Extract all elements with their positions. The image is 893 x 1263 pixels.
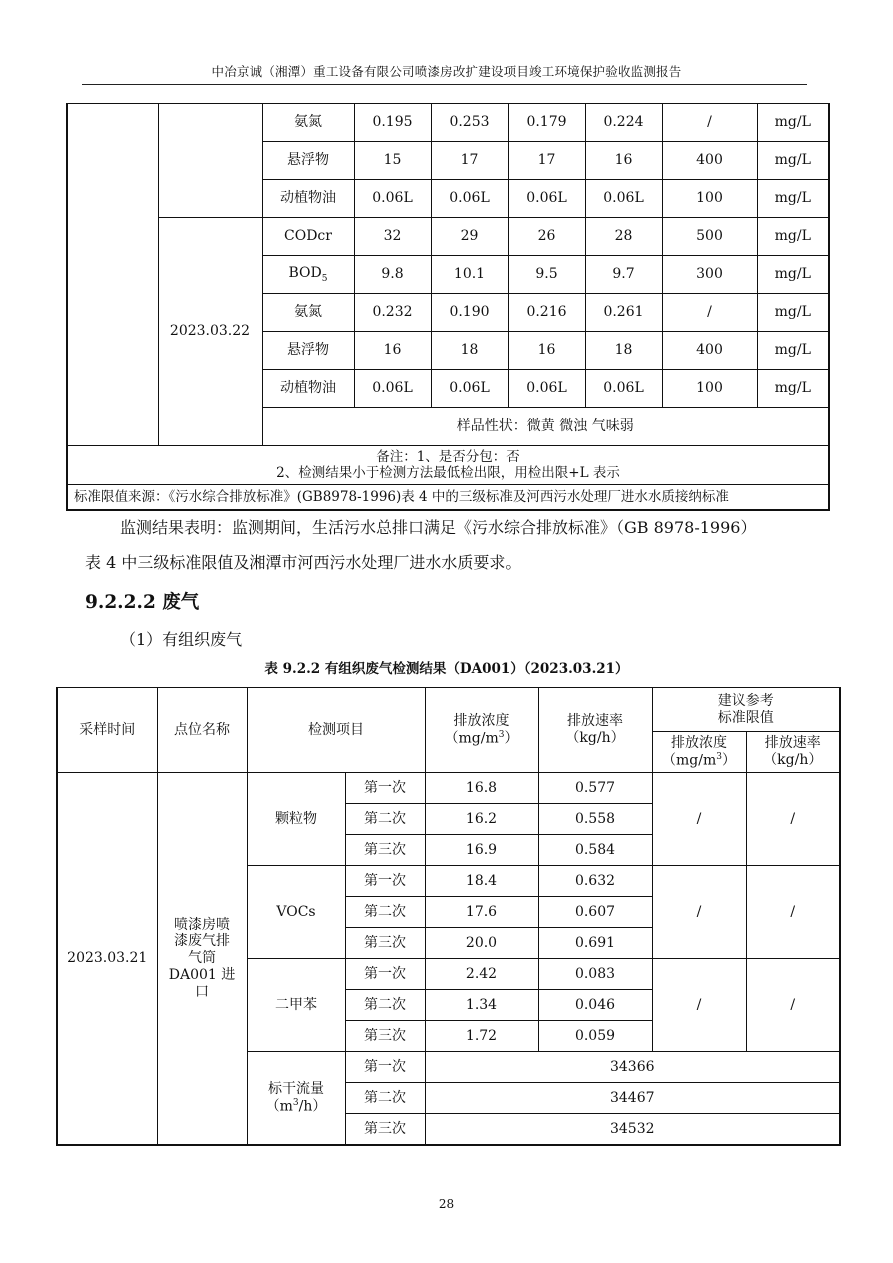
- flow-label-cell: [247, 1052, 345, 1146]
- limit-cell: 400: [662, 332, 757, 370]
- notes-cell: [67, 446, 829, 485]
- col-header-point: 点位名称: [157, 688, 247, 773]
- conc-label: 排放浓度: [453, 712, 510, 729]
- pollutant-cell: 二甲苯: [247, 959, 345, 1052]
- conc-value-cell: 17.6: [425, 897, 538, 928]
- conc-value-cell: 2.42: [425, 959, 538, 990]
- conc-value-cell: 16.2: [425, 804, 538, 835]
- pollutant-cell: VOCs: [247, 866, 345, 959]
- limit-cell: 300: [662, 256, 757, 294]
- value-cell: 0.195: [354, 104, 431, 142]
- unit-cell: mg/L: [757, 332, 829, 370]
- conc-value-cell: 16.8: [425, 773, 538, 804]
- point-name-line: 漆废气排: [174, 933, 230, 950]
- limit-conc-cell: /: [652, 959, 746, 1052]
- pollutant-cell: 颗粒物: [247, 773, 345, 866]
- standard-source-row: [67, 485, 829, 511]
- value-cell: 0.261: [585, 294, 662, 332]
- col-header-ref-rate: [746, 732, 840, 773]
- note-line-1: 备注：1、是否分包：否: [376, 448, 520, 465]
- ref-conc-unit: [653, 752, 746, 769]
- date-cell-continued: [158, 104, 262, 218]
- value-cell: 29: [431, 218, 508, 256]
- table-row: [67, 218, 829, 256]
- limit-conc-cell: /: [652, 773, 746, 866]
- limit-cell: /: [662, 104, 757, 142]
- unit-cell: mg/L: [757, 180, 829, 218]
- unit-text: （mg/m: [662, 752, 717, 769]
- unit-sup: 3: [498, 729, 505, 740]
- sample-order-cell: 第二次: [345, 1083, 425, 1114]
- sample-order-cell: 第三次: [345, 835, 425, 866]
- value-cell: 0.06L: [354, 370, 431, 408]
- flow-unit: [248, 1098, 345, 1115]
- section-title: 9.2.2.2 废气: [85, 592, 200, 613]
- item-cell: 氨氮: [262, 294, 354, 332]
- rate-value-cell: 0.691: [538, 928, 652, 959]
- unit-text: ）: [721, 752, 736, 769]
- conc-value-cell: 18.4: [425, 866, 538, 897]
- unit-cell: mg/L: [757, 104, 829, 142]
- value-cell: 0.06L: [585, 370, 662, 408]
- rate-value-cell: 0.632: [538, 866, 652, 897]
- sample-order-cell: 第二次: [345, 897, 425, 928]
- unit-sup: 3: [292, 1097, 299, 1108]
- value-cell: 28: [585, 218, 662, 256]
- unit-text: ）: [504, 730, 519, 747]
- standard-source: 标准限值来源：《污水综合排放标准》(GB8978-1996)表 4 中的三级标准及河西污水处理厂进水水质接纳标准: [67, 485, 829, 511]
- value-cell: 9.5: [508, 256, 585, 294]
- value-cell: 26: [508, 218, 585, 256]
- point-name-line: DA001 进: [168, 966, 236, 983]
- conc-value-cell: 1.34: [425, 990, 538, 1021]
- date-cell-continued: [67, 104, 158, 446]
- value-cell: 0.179: [508, 104, 585, 142]
- limit-rate-cell: /: [746, 959, 840, 1052]
- rate-value-cell: 0.083: [538, 959, 652, 990]
- value-cell: 32: [354, 218, 431, 256]
- item-cell: CODcr: [262, 218, 354, 256]
- item-cell: [262, 256, 354, 294]
- unit-cell: mg/L: [757, 142, 829, 180]
- sample-order-cell: 第一次: [345, 959, 425, 990]
- value-cell: 0.253: [431, 104, 508, 142]
- unit-cell: mg/L: [757, 370, 829, 408]
- exhaust-gas-table: [56, 687, 841, 1146]
- table-caption: 表 9.2.2 有组织废气检测结果（DA001）（2023.03.21）: [264, 661, 629, 677]
- table-row: [67, 104, 829, 142]
- subsection-title: （1）有组织废气: [120, 630, 243, 649]
- ref-label-2: 标准限值: [717, 709, 774, 726]
- item-cell: 悬浮物: [262, 332, 354, 370]
- sample-order-cell: 第一次: [345, 1052, 425, 1083]
- unit-text: （mg/m: [444, 730, 499, 747]
- page-header: 中冶京诚（湘潭）重工设备有限公司喷漆房改扩建设项目竣工环境保护验收监测报告: [211, 64, 682, 79]
- value-cell: 17: [508, 142, 585, 180]
- point-name-line: 喷漆房喷: [174, 916, 230, 933]
- unit-cell: mg/L: [757, 218, 829, 256]
- notes-row: [67, 446, 829, 485]
- rate-value-cell: 0.059: [538, 1021, 652, 1052]
- limit-conc-cell: /: [652, 866, 746, 959]
- unit-text: /h）: [298, 1098, 327, 1115]
- value-cell: 0.224: [585, 104, 662, 142]
- conclusion-line-2: 表 4 中三级标准限值及湘潭市河西污水处理厂进水水质要求。: [85, 553, 522, 572]
- conc-value-cell: 20.0: [425, 928, 538, 959]
- value-cell: 16: [585, 142, 662, 180]
- value-cell: 0.06L: [508, 370, 585, 408]
- ref-label-1: 建议参考: [717, 692, 774, 709]
- sample-date-cell: 2023.03.22: [158, 218, 262, 446]
- item-cell: 氨氮: [262, 104, 354, 142]
- value-cell: 0.06L: [431, 180, 508, 218]
- limit-cell: 100: [662, 180, 757, 218]
- item-subscript: 5: [321, 273, 328, 284]
- value-cell: 0.06L: [585, 180, 662, 218]
- item-cell: 动植物油: [262, 370, 354, 408]
- col-header-time: 采样时间: [57, 688, 157, 773]
- ref-rate-unit: （kg/h）: [763, 752, 823, 768]
- point-name-line: 口: [195, 983, 209, 1000]
- rate-value-cell: 0.584: [538, 835, 652, 866]
- value-cell: 0.06L: [354, 180, 431, 218]
- rate-value-cell: 0.046: [538, 990, 652, 1021]
- col-header-ref-conc: [652, 732, 746, 773]
- header-row: [57, 688, 840, 732]
- rate-label: 排放速率: [567, 713, 623, 730]
- conc-value-cell: 1.72: [425, 1021, 538, 1052]
- sample-date-cell: 2023.03.21: [57, 773, 157, 1146]
- table-row: [57, 773, 840, 804]
- value-cell: 18: [585, 332, 662, 370]
- point-name-cell: [157, 773, 247, 1146]
- flow-value-cell: 34467: [425, 1083, 840, 1114]
- rate-unit: （kg/h）: [565, 730, 625, 746]
- value-cell: 9.7: [585, 256, 662, 294]
- sample-order-cell: 第一次: [345, 866, 425, 897]
- value-cell: 0.190: [431, 294, 508, 332]
- wastewater-results-table: [66, 103, 830, 511]
- limit-cell: 500: [662, 218, 757, 256]
- sample-order-cell: 第一次: [345, 773, 425, 804]
- item-cell: 动植物油: [262, 180, 354, 218]
- flow-value-cell: 34532: [425, 1114, 840, 1146]
- ref-rate-label: 排放速率: [764, 735, 821, 752]
- value-cell: 0.06L: [508, 180, 585, 218]
- sample-order-cell: 第三次: [345, 1021, 425, 1052]
- rate-value-cell: 0.558: [538, 804, 652, 835]
- limit-cell: 100: [662, 370, 757, 408]
- conc-value-cell: 16.9: [425, 835, 538, 866]
- value-cell: 0.06L: [431, 370, 508, 408]
- note-line-2: 2、检测结果小于检测方法最低检出限，用检出限+L 表示: [276, 465, 620, 481]
- unit-sup: 3: [716, 751, 722, 762]
- limit-rate-cell: /: [746, 773, 840, 866]
- limit-cell: /: [662, 294, 757, 332]
- ref-conc-label: 排放浓度: [671, 734, 727, 751]
- value-cell: 16: [354, 332, 431, 370]
- conclusion-line-1: 监测结果表明：监测期间，生活污水总排口满足《污水综合排放标准》（GB 8978-1996）: [120, 518, 757, 537]
- col-header-reference: [652, 688, 840, 732]
- value-cell: 15: [354, 142, 431, 180]
- rate-value-cell: 0.577: [538, 773, 652, 804]
- value-cell: 18: [431, 332, 508, 370]
- col-header-item: 检测项目: [247, 688, 425, 773]
- unit-cell: mg/L: [757, 256, 829, 294]
- value-cell: 17: [431, 142, 508, 180]
- item-cell: 悬浮物: [262, 142, 354, 180]
- header-rule: [82, 84, 807, 85]
- item-text: BOD: [288, 264, 322, 281]
- limit-cell: 400: [662, 142, 757, 180]
- value-cell: 10.1: [431, 256, 508, 294]
- sample-description: 样品性状：微黄 微浊 气味弱: [262, 408, 829, 446]
- sample-order-cell: 第三次: [345, 928, 425, 959]
- value-cell: 16: [508, 332, 585, 370]
- rate-value-cell: 0.607: [538, 897, 652, 928]
- unit-cell: mg/L: [757, 294, 829, 332]
- value-cell: 0.216: [508, 294, 585, 332]
- col-header-conc: [425, 688, 538, 773]
- unit-text: （m: [265, 1098, 293, 1115]
- sample-order-cell: 第二次: [345, 990, 425, 1021]
- page-number: 28: [438, 1197, 455, 1211]
- flow-label: 标干流量: [268, 1080, 324, 1097]
- point-name-line: 气筒: [188, 950, 216, 967]
- col-header-rate: [538, 688, 652, 773]
- sample-order-cell: 第二次: [345, 804, 425, 835]
- limit-rate-cell: /: [746, 866, 840, 959]
- sample-order-cell: 第三次: [345, 1114, 425, 1146]
- value-cell: 9.8: [354, 256, 431, 294]
- conc-unit: [426, 730, 538, 747]
- flow-value-cell: 34366: [425, 1052, 840, 1083]
- value-cell: 0.232: [354, 294, 431, 332]
